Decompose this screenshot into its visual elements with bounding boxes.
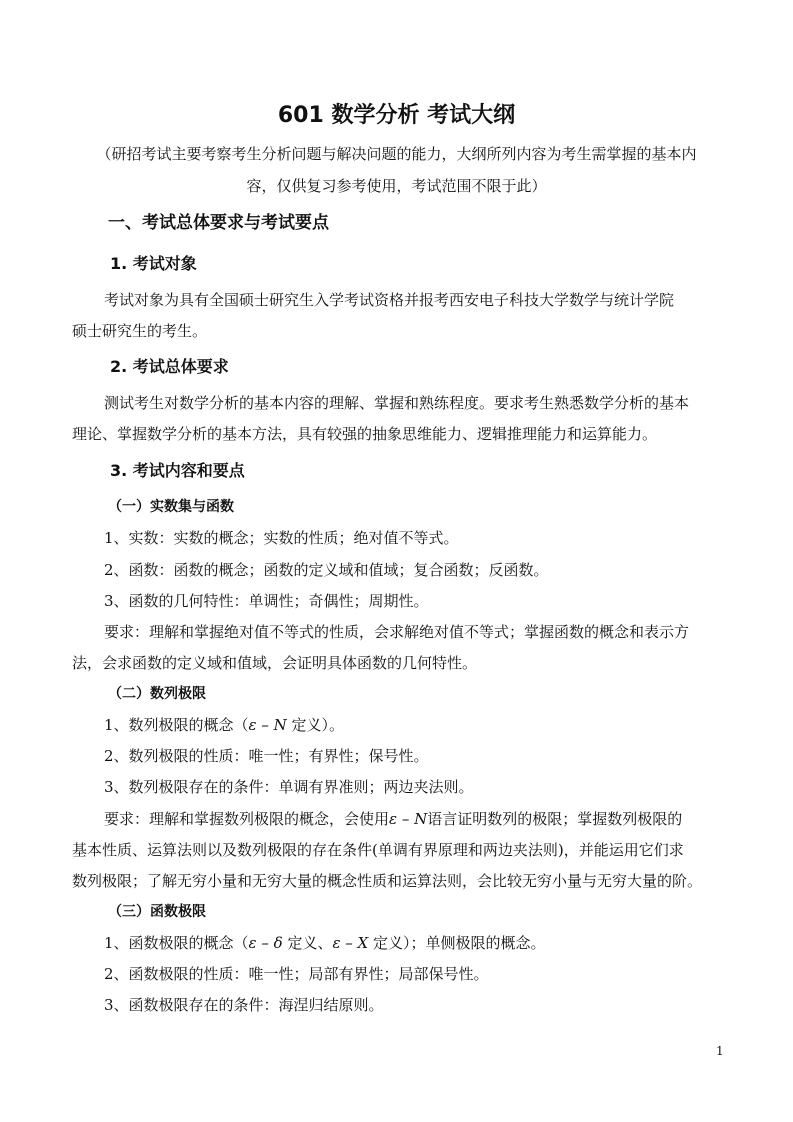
text-span: 语言证明数列的极限；掌握数列极限的 xyxy=(427,810,683,828)
section-heading-1: 一、考试总体要求与考试要点 xyxy=(108,213,329,233)
part-heading-function-limits: （三）函数极限 xyxy=(108,904,206,920)
math-expression: ε – N xyxy=(389,810,428,828)
part-heading-sequence-limits: （二）数列极限 xyxy=(108,686,206,702)
list-item: 3、数列极限存在的条件：单调有界准则；两边夹法则。 xyxy=(104,778,474,796)
text-span: 定义）；单侧极限的概念。 xyxy=(368,934,546,952)
page-number: 1 xyxy=(716,1044,724,1058)
paragraph-line: 测试考生对数学分析的基本内容的理解、掌握和熟练程度。要求考生熟悉数学分析的基本 xyxy=(104,394,690,412)
list-item: 1、实数：实数的概念；实数的性质；绝对值不等式。 xyxy=(104,529,459,547)
list-item: 2、函数极限的性质：唯一性；局部有界性；局部保号性。 xyxy=(104,965,489,983)
list-item: 3、函数的几何特性：单调性；奇偶性；周期性。 xyxy=(104,592,429,610)
text-span: 定义、 xyxy=(282,934,333,952)
subsection-heading-requirements: 2. 考试总体要求 xyxy=(110,357,229,376)
subsection-heading-exam-target: 1. 考试对象 xyxy=(110,254,197,273)
list-item xyxy=(104,715,344,735)
paragraph-line: 基本性质、运算法则以及数列极限的存在条件(单调有界原理和两边夹法则)，并能运用它们求 xyxy=(72,841,684,859)
list-item: 2、数列极限的性质：唯一性；有界性；保号性。 xyxy=(104,747,429,765)
list-item: 3、函数极限存在的条件：海涅归结原则。 xyxy=(104,996,384,1014)
paragraph-line: 考试对象为具有全国硕士研究生入学考试资格并报考西安电子科技大学数学与统计学院 xyxy=(104,291,675,309)
page-title: 601 数学分析 考试大纲 xyxy=(277,103,516,128)
text-span: 要求：理解和掌握数列极限的概念，会使用 xyxy=(104,810,390,828)
paragraph-line: 硕士研究生的考生。 xyxy=(72,322,208,340)
paragraph-line xyxy=(104,809,682,829)
math-expression: ε – δ xyxy=(248,934,283,952)
paragraph-line: 要求：理解和掌握绝对值不等式的性质，会求解绝对值不等式；掌握函数的概念和表示方 xyxy=(104,623,690,641)
note-line-1: （研招考试主要考察考生分析问题与解决问题的能力，大纲所列内容为考生需掌握的基本内 xyxy=(96,145,697,163)
text-span: 1、函数极限的概念（ xyxy=(104,934,249,952)
paragraph-line: 理论、掌握数学分析的基本方法，具有较强的抽象思维能力、逻辑推理能力和运算能力。 xyxy=(72,425,658,443)
list-item xyxy=(104,933,546,953)
part-heading-real-numbers: （一）实数集与函数 xyxy=(108,499,234,515)
text-span: 1、数列极限的概念（ xyxy=(104,716,249,734)
math-expression: ε – N xyxy=(248,716,287,734)
text-span: 定义）。 xyxy=(286,716,345,734)
paragraph-line: 数列极限；了解无穷小量和无穷大量的概念性质和运算法则，会比较无穷小量与无穷大量的阶。 xyxy=(72,872,703,890)
paragraph-line: 法，会求函数的定义域和值域，会证明具体函数的几何特性。 xyxy=(72,654,478,672)
subsection-heading-content: 3. 考试内容和要点 xyxy=(110,461,245,480)
note-line-2: 容，仅供复习参考使用，考试范围不限于此） xyxy=(246,177,547,195)
list-item: 2、函数：函数的概念；函数的定义域和值域；复合函数；反函数。 xyxy=(104,561,549,579)
math-expression: ε – X xyxy=(332,934,369,952)
